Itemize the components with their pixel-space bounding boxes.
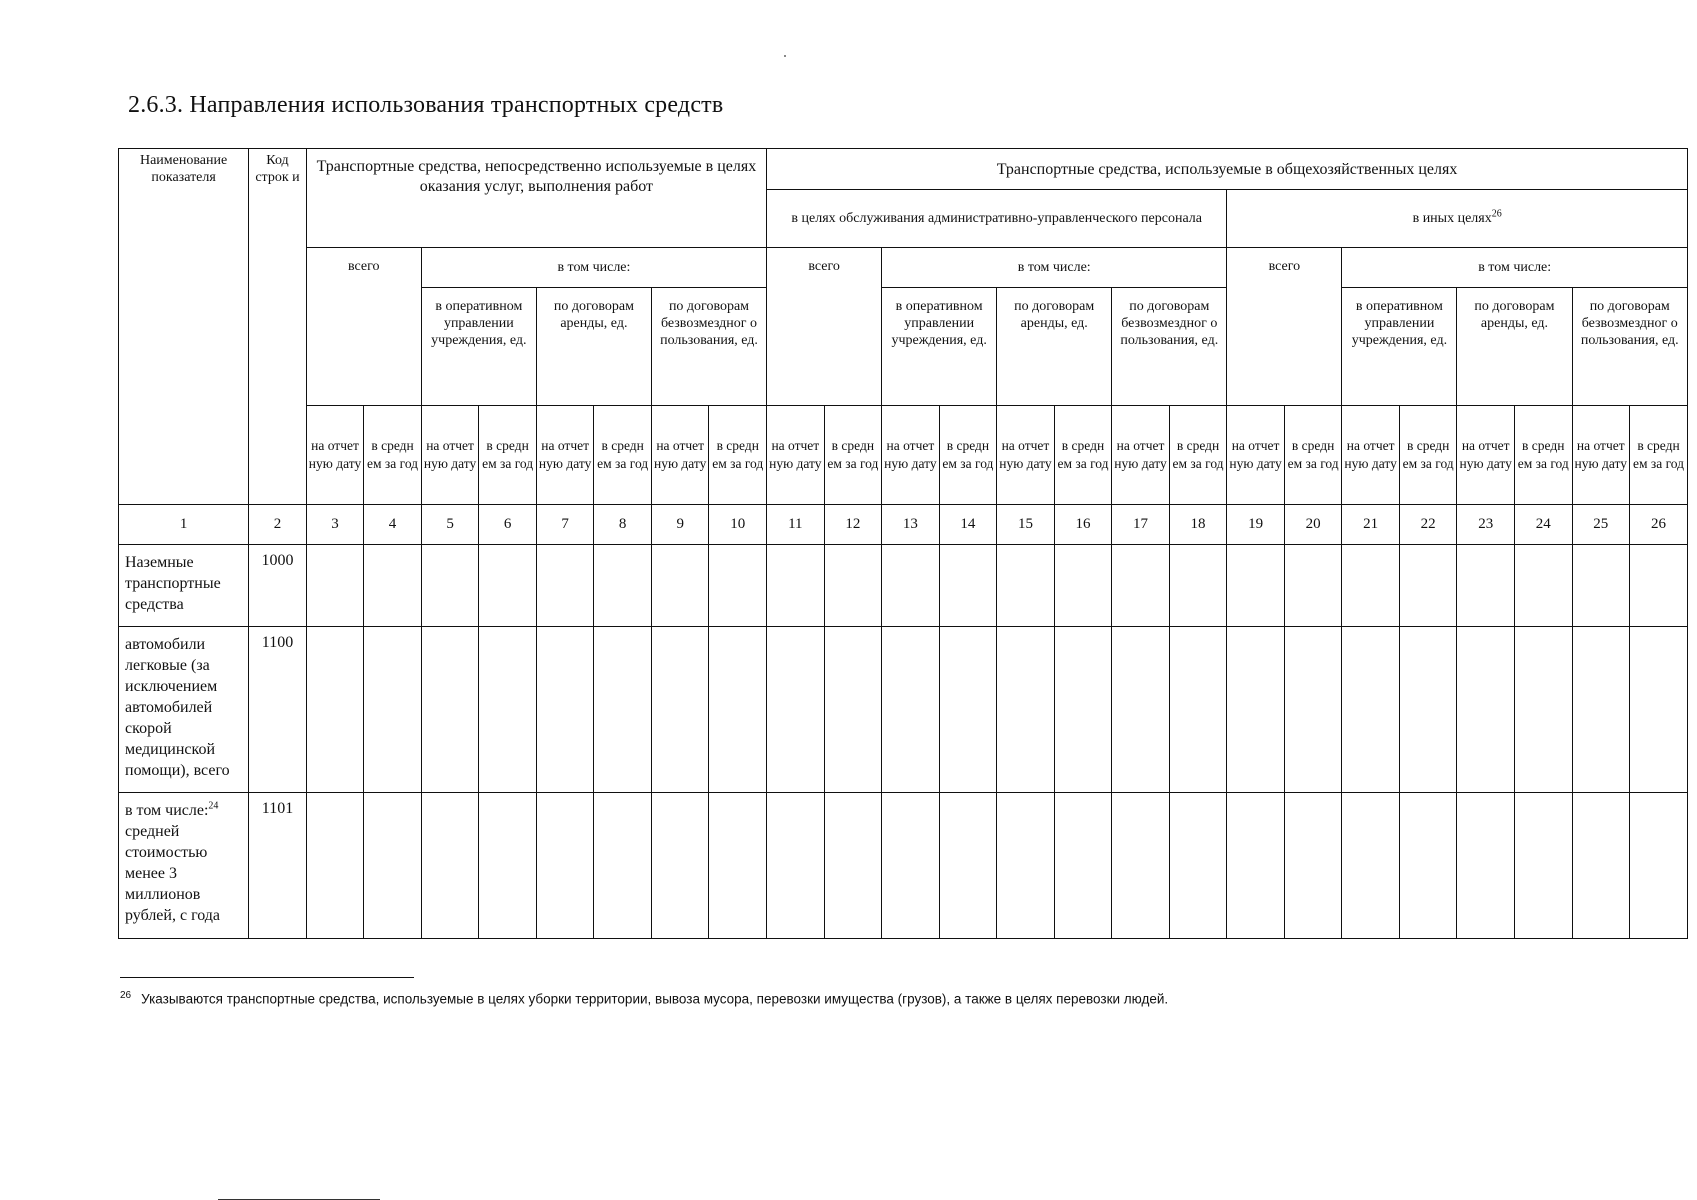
data-cell (767, 627, 825, 793)
header-name: Наименование показателя (119, 149, 249, 505)
header-avg-year: в средн ем за год (594, 406, 652, 505)
data-cell (824, 545, 882, 627)
header-avg-year: в средн ем за год (939, 406, 997, 505)
data-cell (709, 627, 767, 793)
data-cell (651, 793, 709, 939)
header-operative: в оперативном управлении учреждения, ед. (882, 288, 997, 406)
header-avg-year: в средн ем за год (1399, 406, 1457, 505)
table-row (119, 545, 1688, 627)
scan-dot (784, 55, 786, 57)
column-number: 14 (939, 505, 997, 545)
header-on-date: на отчет ную дату (997, 406, 1055, 505)
data-cell (939, 627, 997, 793)
data-cell (1342, 793, 1400, 939)
data-cell (1227, 545, 1285, 627)
header-avg-year: в средн ем за год (824, 406, 882, 505)
data-cell (1284, 545, 1342, 627)
header-avg-year: в средн ем за год (1284, 406, 1342, 505)
data-cell (767, 545, 825, 627)
header-direct: Транспортные средства, непосредственно используемые в целях оказания услуг, выполнения работ (306, 149, 766, 248)
data-cell (306, 627, 364, 793)
column-number: 20 (1284, 505, 1342, 545)
data-cell (1169, 627, 1227, 793)
header-free-use: по договорам безвозмездног о пользования, ед. (1112, 288, 1227, 406)
data-cell (1112, 793, 1170, 939)
header-avg-year: в средн ем за год (479, 406, 537, 505)
column-number: 26 (1630, 505, 1688, 545)
column-number: 9 (651, 505, 709, 545)
header-on-date: на отчет ную дату (1457, 406, 1515, 505)
data-cell (1054, 627, 1112, 793)
data-cell (1572, 545, 1630, 627)
data-cell (1572, 793, 1630, 939)
column-number: 21 (1342, 505, 1400, 545)
header-lease: по договорам аренды, ед. (536, 288, 651, 406)
data-cell (1457, 545, 1515, 627)
data-cell (1457, 627, 1515, 793)
footnote-text: Указываются транспортные средства, используемые в целях уборки территории, вывоза мусора, перевозки имущества (грузов), а также в целях перевозки людей. (141, 991, 1169, 1007)
data-cell (824, 793, 882, 939)
data-cell (997, 545, 1055, 627)
header-on-date: на отчет ную дату (1342, 406, 1400, 505)
data-cell (1630, 793, 1688, 939)
footnote-mark: 26 (120, 990, 132, 1001)
table-row (119, 793, 1688, 939)
header-total: всего (767, 248, 882, 406)
row-name (119, 793, 249, 939)
header-free-use: по договорам безвозмездног о пользования, ед. (651, 288, 766, 406)
data-cell (882, 793, 940, 939)
column-number: 19 (1227, 505, 1285, 545)
row-footnote-ref: 24 (208, 800, 219, 812)
data-cell (1227, 793, 1285, 939)
data-cell (1457, 793, 1515, 939)
header-on-date: на отчет ную дату (651, 406, 709, 505)
row-code: 1101 (249, 793, 307, 939)
column-number: 15 (997, 505, 1055, 545)
header-on-date: на отчет ную дату (767, 406, 825, 505)
header-on-date: на отчет ную дату (1112, 406, 1170, 505)
header-including: в том числе: (1342, 248, 1688, 288)
data-cell (939, 545, 997, 627)
header-on-date: на отчет ную дату (1572, 406, 1630, 505)
header-operative: в оперативном управлении учреждения, ед. (1342, 288, 1457, 406)
header-on-date: на отчет ную дату (1227, 406, 1285, 505)
data-cell (421, 793, 479, 939)
column-number: 22 (1399, 505, 1457, 545)
data-cell (364, 627, 422, 793)
header-avg-year: в средн ем за год (1514, 406, 1572, 505)
header-on-date: на отчет ную дату (536, 406, 594, 505)
header-on-date: на отчет ную дату (306, 406, 364, 505)
data-cell (1054, 793, 1112, 939)
data-cell (1169, 793, 1227, 939)
data-cell (306, 793, 364, 939)
column-number: 25 (1572, 505, 1630, 545)
column-number: 13 (882, 505, 940, 545)
data-cell (1514, 793, 1572, 939)
section-title: 2.6.3. Направления использования транспортных средств (128, 92, 724, 118)
header-on-date: на отчет ную дату (882, 406, 940, 505)
footnote (120, 990, 1660, 1007)
data-cell (536, 793, 594, 939)
data-cell (1342, 545, 1400, 627)
data-cell (364, 793, 422, 939)
header-including: в том числе: (882, 248, 1227, 288)
data-cell (1112, 627, 1170, 793)
header-avg-year: в средн ем за год (1630, 406, 1688, 505)
column-number: 23 (1457, 505, 1515, 545)
data-cell (1054, 545, 1112, 627)
data-cell (1112, 545, 1170, 627)
data-cell (824, 627, 882, 793)
data-cell (1630, 545, 1688, 627)
data-cell (421, 545, 479, 627)
header-lease: по договорам аренды, ед. (997, 288, 1112, 406)
column-number: 8 (594, 505, 652, 545)
data-cell (997, 793, 1055, 939)
row-name-text: автомобили легковые (за исключением автомобилей скорой медицинской помощи), всего (125, 636, 230, 779)
row-name-prefix: в том числе: (125, 802, 209, 819)
header-avg-year: в средн ем за год (709, 406, 767, 505)
data-cell (536, 627, 594, 793)
header-general: Транспортные средства, используемые в общехозяйственных целях (767, 149, 1688, 190)
data-cell (364, 545, 422, 627)
data-cell (1514, 545, 1572, 627)
footnote-separator (120, 977, 414, 978)
data-cell (1514, 627, 1572, 793)
data-cell (651, 627, 709, 793)
data-cell (594, 793, 652, 939)
data-cell (1399, 545, 1457, 627)
column-number: 6 (479, 505, 537, 545)
column-number: 3 (306, 505, 364, 545)
column-number: 10 (709, 505, 767, 545)
column-number: 7 (536, 505, 594, 545)
column-number: 5 (421, 505, 479, 545)
data-cell (997, 627, 1055, 793)
column-number: 17 (1112, 505, 1170, 545)
data-cell (709, 793, 767, 939)
data-cell (479, 793, 537, 939)
data-cell (1284, 793, 1342, 939)
data-cell (306, 545, 364, 627)
column-number: 4 (364, 505, 422, 545)
row-name-text: Наземные транспортные средства (125, 554, 221, 613)
row-name (119, 545, 249, 627)
column-number: 2 (249, 505, 307, 545)
row-name-text: средней стоимостью менее 3 миллионов рублей, с года (125, 823, 221, 924)
data-cell (767, 793, 825, 939)
data-cell (939, 793, 997, 939)
data-cell (479, 545, 537, 627)
column-number: 18 (1169, 505, 1227, 545)
row-code: 1100 (249, 627, 307, 793)
data-cell (1572, 627, 1630, 793)
column-number: 12 (824, 505, 882, 545)
header-admin: в целях обслуживания административно-управленческого персонала (767, 190, 1227, 248)
header-avg-year: в средн ем за год (364, 406, 422, 505)
data-cell (1169, 545, 1227, 627)
column-number: 24 (1514, 505, 1572, 545)
row-code: 1000 (249, 545, 307, 627)
transport-usage-table (118, 148, 1688, 939)
data-cell (594, 545, 652, 627)
header-other: в иных целях$^{26}$ (1227, 190, 1688, 248)
header-on-date: на отчет ную дату (421, 406, 479, 505)
column-number: 11 (767, 505, 825, 545)
data-cell (709, 545, 767, 627)
header-avg-year: в средн ем за год (1169, 406, 1227, 505)
table-row (119, 627, 1688, 793)
header-total: всего (306, 248, 421, 406)
data-cell (1284, 627, 1342, 793)
column-number: 1 (119, 505, 249, 545)
data-cell (1342, 627, 1400, 793)
data-cell (421, 627, 479, 793)
header-total: всего (1227, 248, 1342, 406)
data-cell (1630, 627, 1688, 793)
data-cell (1227, 627, 1285, 793)
data-cell (651, 545, 709, 627)
header-free-use: по договорам безвозмездног о пользования, ед. (1572, 288, 1688, 406)
data-cell (1399, 793, 1457, 939)
header-lease: по договорам аренды, ед. (1457, 288, 1572, 406)
data-cell (1399, 627, 1457, 793)
data-cell (882, 545, 940, 627)
data-cell (536, 545, 594, 627)
header-operative: в оперативном управлении учреждения, ед. (421, 288, 536, 406)
row-name (119, 627, 249, 793)
data-cell (479, 627, 537, 793)
header-avg-year: в средн ем за год (1054, 406, 1112, 505)
data-cell (882, 627, 940, 793)
data-cell (594, 627, 652, 793)
column-number: 16 (1054, 505, 1112, 545)
header-code: Код строк и (249, 149, 307, 505)
header-including: в том числе: (421, 248, 766, 288)
